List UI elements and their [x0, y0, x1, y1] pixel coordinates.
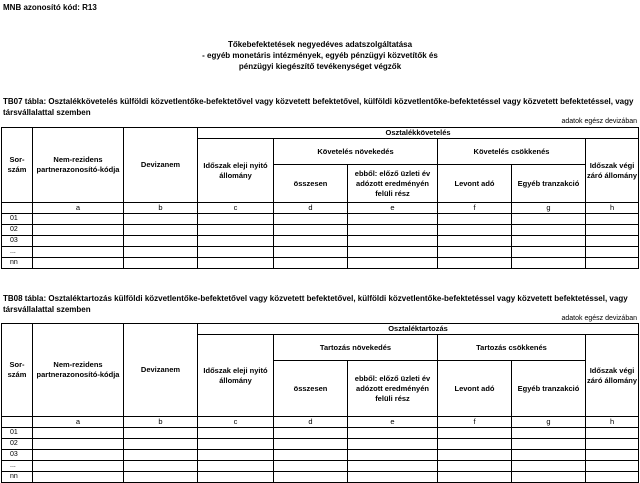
row-number: 03 [2, 450, 33, 461]
data-cell[interactable] [198, 450, 274, 461]
data-cell[interactable] [348, 214, 438, 225]
letter-cell [2, 417, 33, 428]
col-header-partner: Nem-rezidens partnerazonosító-kódja [33, 128, 124, 203]
data-cell[interactable] [586, 214, 639, 225]
table-row [2, 225, 639, 236]
row-number: nn [2, 258, 33, 269]
data-cell[interactable] [512, 214, 586, 225]
row-number: ... [2, 247, 33, 258]
letter-cell: h [586, 203, 639, 214]
data-cell[interactable] [438, 225, 512, 236]
col-header-tax: Levont adó [438, 361, 512, 417]
data-cell[interactable] [586, 236, 639, 247]
table-row [2, 439, 639, 450]
letter-cell: e [348, 203, 438, 214]
data-cell[interactable] [124, 450, 198, 461]
data-cell[interactable] [438, 247, 512, 258]
data-cell[interactable] [274, 428, 348, 439]
data-cell[interactable] [512, 472, 586, 483]
table-row [2, 236, 639, 247]
data-cell[interactable] [438, 236, 512, 247]
col-header-sorszam: Sor-szám [2, 324, 33, 417]
col-header-prior-year: ebből: előző üzleti év adózott eredményén felüli rész [348, 165, 438, 203]
data-cell[interactable] [33, 247, 124, 258]
data-cell[interactable] [512, 461, 586, 472]
data-cell[interactable] [348, 247, 438, 258]
col-header-prior-year: ebből: előző üzleti év adózott eredményén felüli rész [348, 361, 438, 417]
data-cell[interactable] [198, 236, 274, 247]
letter-cell: h [586, 417, 639, 428]
data-cell[interactable] [198, 428, 274, 439]
tb07-title: TB07 tábla: Osztalékkövetelés külföldi közvetlentőke-befektetővel vagy közvetett befektetővel, külföldi közvetlentőke-befektetéssel vagy közvetett befektetéssel, vagy társvállalattal szemben [3, 97, 634, 117]
data-cell[interactable] [586, 461, 639, 472]
data-cell[interactable] [124, 428, 198, 439]
data-cell[interactable] [438, 472, 512, 483]
letter-cell: f [438, 417, 512, 428]
mnb-code-label: MNB azonosító kód: R13 [3, 3, 97, 12]
col-header-decrease: Tartozás csökkenés [438, 335, 586, 361]
col-header-other: Egyéb tranzakció [512, 165, 586, 203]
data-cell[interactable] [274, 225, 348, 236]
data-cell[interactable] [348, 258, 438, 269]
data-cell[interactable] [33, 214, 124, 225]
letter-cell: b [124, 417, 198, 428]
letter-cell: e [348, 417, 438, 428]
data-cell[interactable] [33, 450, 124, 461]
data-cell[interactable] [586, 247, 639, 258]
data-cell[interactable] [586, 428, 639, 439]
letter-cell: d [274, 203, 348, 214]
col-header-closing: Időszak végi záró állomány [586, 139, 639, 203]
data-cell[interactable] [348, 450, 438, 461]
col-header-tax: Levont adó [438, 165, 512, 203]
col-header-opening: Időszak eleji nyitó állomány [198, 335, 274, 417]
col-header-other: Egyéb tranzakció [512, 361, 586, 417]
row-number: 02 [2, 225, 33, 236]
tb07-unit: adatok egész devizában [561, 118, 637, 125]
data-cell[interactable] [586, 450, 639, 461]
data-cell[interactable] [512, 428, 586, 439]
data-cell[interactable] [33, 225, 124, 236]
col-group-header: Osztaléktartozás [198, 324, 639, 335]
col-header-closing: Időszak végi záró állomány [586, 335, 639, 417]
letter-cell [2, 203, 33, 214]
tb08-table [1, 323, 639, 483]
col-header-increase: Követelés növekedés [274, 139, 438, 165]
data-cell[interactable] [438, 214, 512, 225]
data-cell[interactable] [33, 472, 124, 483]
table-row [2, 214, 639, 225]
data-cell[interactable] [348, 236, 438, 247]
row-number: 03 [2, 236, 33, 247]
data-cell[interactable] [348, 439, 438, 450]
row-number: nn [2, 472, 33, 483]
data-cell[interactable] [124, 225, 198, 236]
data-cell[interactable] [438, 461, 512, 472]
col-header-increase: Tartozás növekedés [274, 335, 438, 361]
data-cell[interactable] [274, 258, 348, 269]
letter-cell: g [512, 417, 586, 428]
data-cell[interactable] [33, 236, 124, 247]
col-group-header: Osztalékkövetelés [198, 128, 639, 139]
data-cell[interactable] [274, 214, 348, 225]
data-cell[interactable] [512, 225, 586, 236]
data-cell[interactable] [274, 247, 348, 258]
letter-cell: a [33, 417, 124, 428]
data-cell[interactable] [512, 439, 586, 450]
data-cell[interactable] [198, 214, 274, 225]
data-cell[interactable] [124, 472, 198, 483]
letter-cell: f [438, 203, 512, 214]
data-cell[interactable] [198, 258, 274, 269]
heading-line-1: Tőkebefektetések negyedéves adatszolgáltatása [227, 40, 413, 49]
tb07-table [1, 127, 639, 269]
letter-cell: b [124, 203, 198, 214]
row-number: ... [2, 461, 33, 472]
data-cell[interactable] [33, 439, 124, 450]
data-cell[interactable] [512, 450, 586, 461]
letter-cell: c [198, 417, 274, 428]
data-cell[interactable] [124, 258, 198, 269]
tb08-title: TB08 tábla: Osztaléktartozás külföldi közvetlentőke-befektetővel vagy közvetett befektetővel, külföldi közvetlentőke-befektetéssel vagy közvetett befektetéssel, vagy társvállalattal szemben [3, 294, 628, 314]
row-number: 01 [2, 428, 33, 439]
col-header-deviza: Devizanem [124, 324, 198, 417]
heading-line-3: pénzügyi kiegészítő tevékenységet végzők [238, 62, 402, 71]
data-cell[interactable] [586, 225, 639, 236]
data-cell[interactable] [274, 461, 348, 472]
data-cell[interactable] [348, 225, 438, 236]
data-cell[interactable] [348, 428, 438, 439]
col-header-opening: Időszak eleji nyitó állomány [198, 139, 274, 203]
data-cell[interactable] [124, 461, 198, 472]
data-cell[interactable] [274, 236, 348, 247]
row-number: 01 [2, 214, 33, 225]
table-row [2, 428, 639, 439]
table-row [2, 461, 639, 472]
col-header-decrease: Követelés csökkenés [438, 139, 586, 165]
letter-cell: g [512, 203, 586, 214]
data-cell[interactable] [198, 461, 274, 472]
data-cell[interactable] [274, 439, 348, 450]
data-cell[interactable] [348, 472, 438, 483]
table-row [2, 472, 639, 483]
col-header-partner: Nem-rezidens partnerazonosító-kódja [33, 324, 124, 417]
col-header-deviza: Devizanem [124, 128, 198, 203]
document-heading [0, 39, 640, 72]
data-cell[interactable] [348, 461, 438, 472]
data-cell[interactable] [124, 247, 198, 258]
row-number: 02 [2, 439, 33, 450]
col-header-total: összesen [274, 361, 348, 417]
data-cell[interactable] [438, 439, 512, 450]
data-cell[interactable] [198, 225, 274, 236]
data-cell[interactable] [512, 236, 586, 247]
data-cell[interactable] [124, 214, 198, 225]
data-cell[interactable] [33, 428, 124, 439]
data-cell[interactable] [198, 247, 274, 258]
table-row [2, 258, 639, 269]
letter-cell: c [198, 203, 274, 214]
data-cell[interactable] [274, 450, 348, 461]
data-cell[interactable] [512, 247, 586, 258]
tb08-unit: adatok egész devizában [561, 315, 637, 322]
data-cell[interactable] [274, 472, 348, 483]
data-cell[interactable] [438, 428, 512, 439]
table-row [2, 450, 639, 461]
letter-cell: d [274, 417, 348, 428]
data-cell[interactable] [438, 258, 512, 269]
data-cell[interactable] [586, 439, 639, 450]
table-row [2, 247, 639, 258]
data-cell[interactable] [124, 439, 198, 450]
data-cell[interactable] [586, 472, 639, 483]
heading-line-2: - egyéb monetáris intézmények, egyéb pénzügyi közvetítők és [202, 51, 438, 60]
letter-cell: a [33, 203, 124, 214]
col-header-total: összesen [274, 165, 348, 203]
data-cell[interactable] [33, 461, 124, 472]
data-cell[interactable] [512, 258, 586, 269]
col-header-sorszam: Sor-szám [2, 128, 33, 203]
data-cell[interactable] [438, 450, 512, 461]
data-cell[interactable] [586, 258, 639, 269]
data-cell[interactable] [198, 472, 274, 483]
data-cell[interactable] [33, 258, 124, 269]
data-cell[interactable] [198, 439, 274, 450]
data-cell[interactable] [124, 236, 198, 247]
